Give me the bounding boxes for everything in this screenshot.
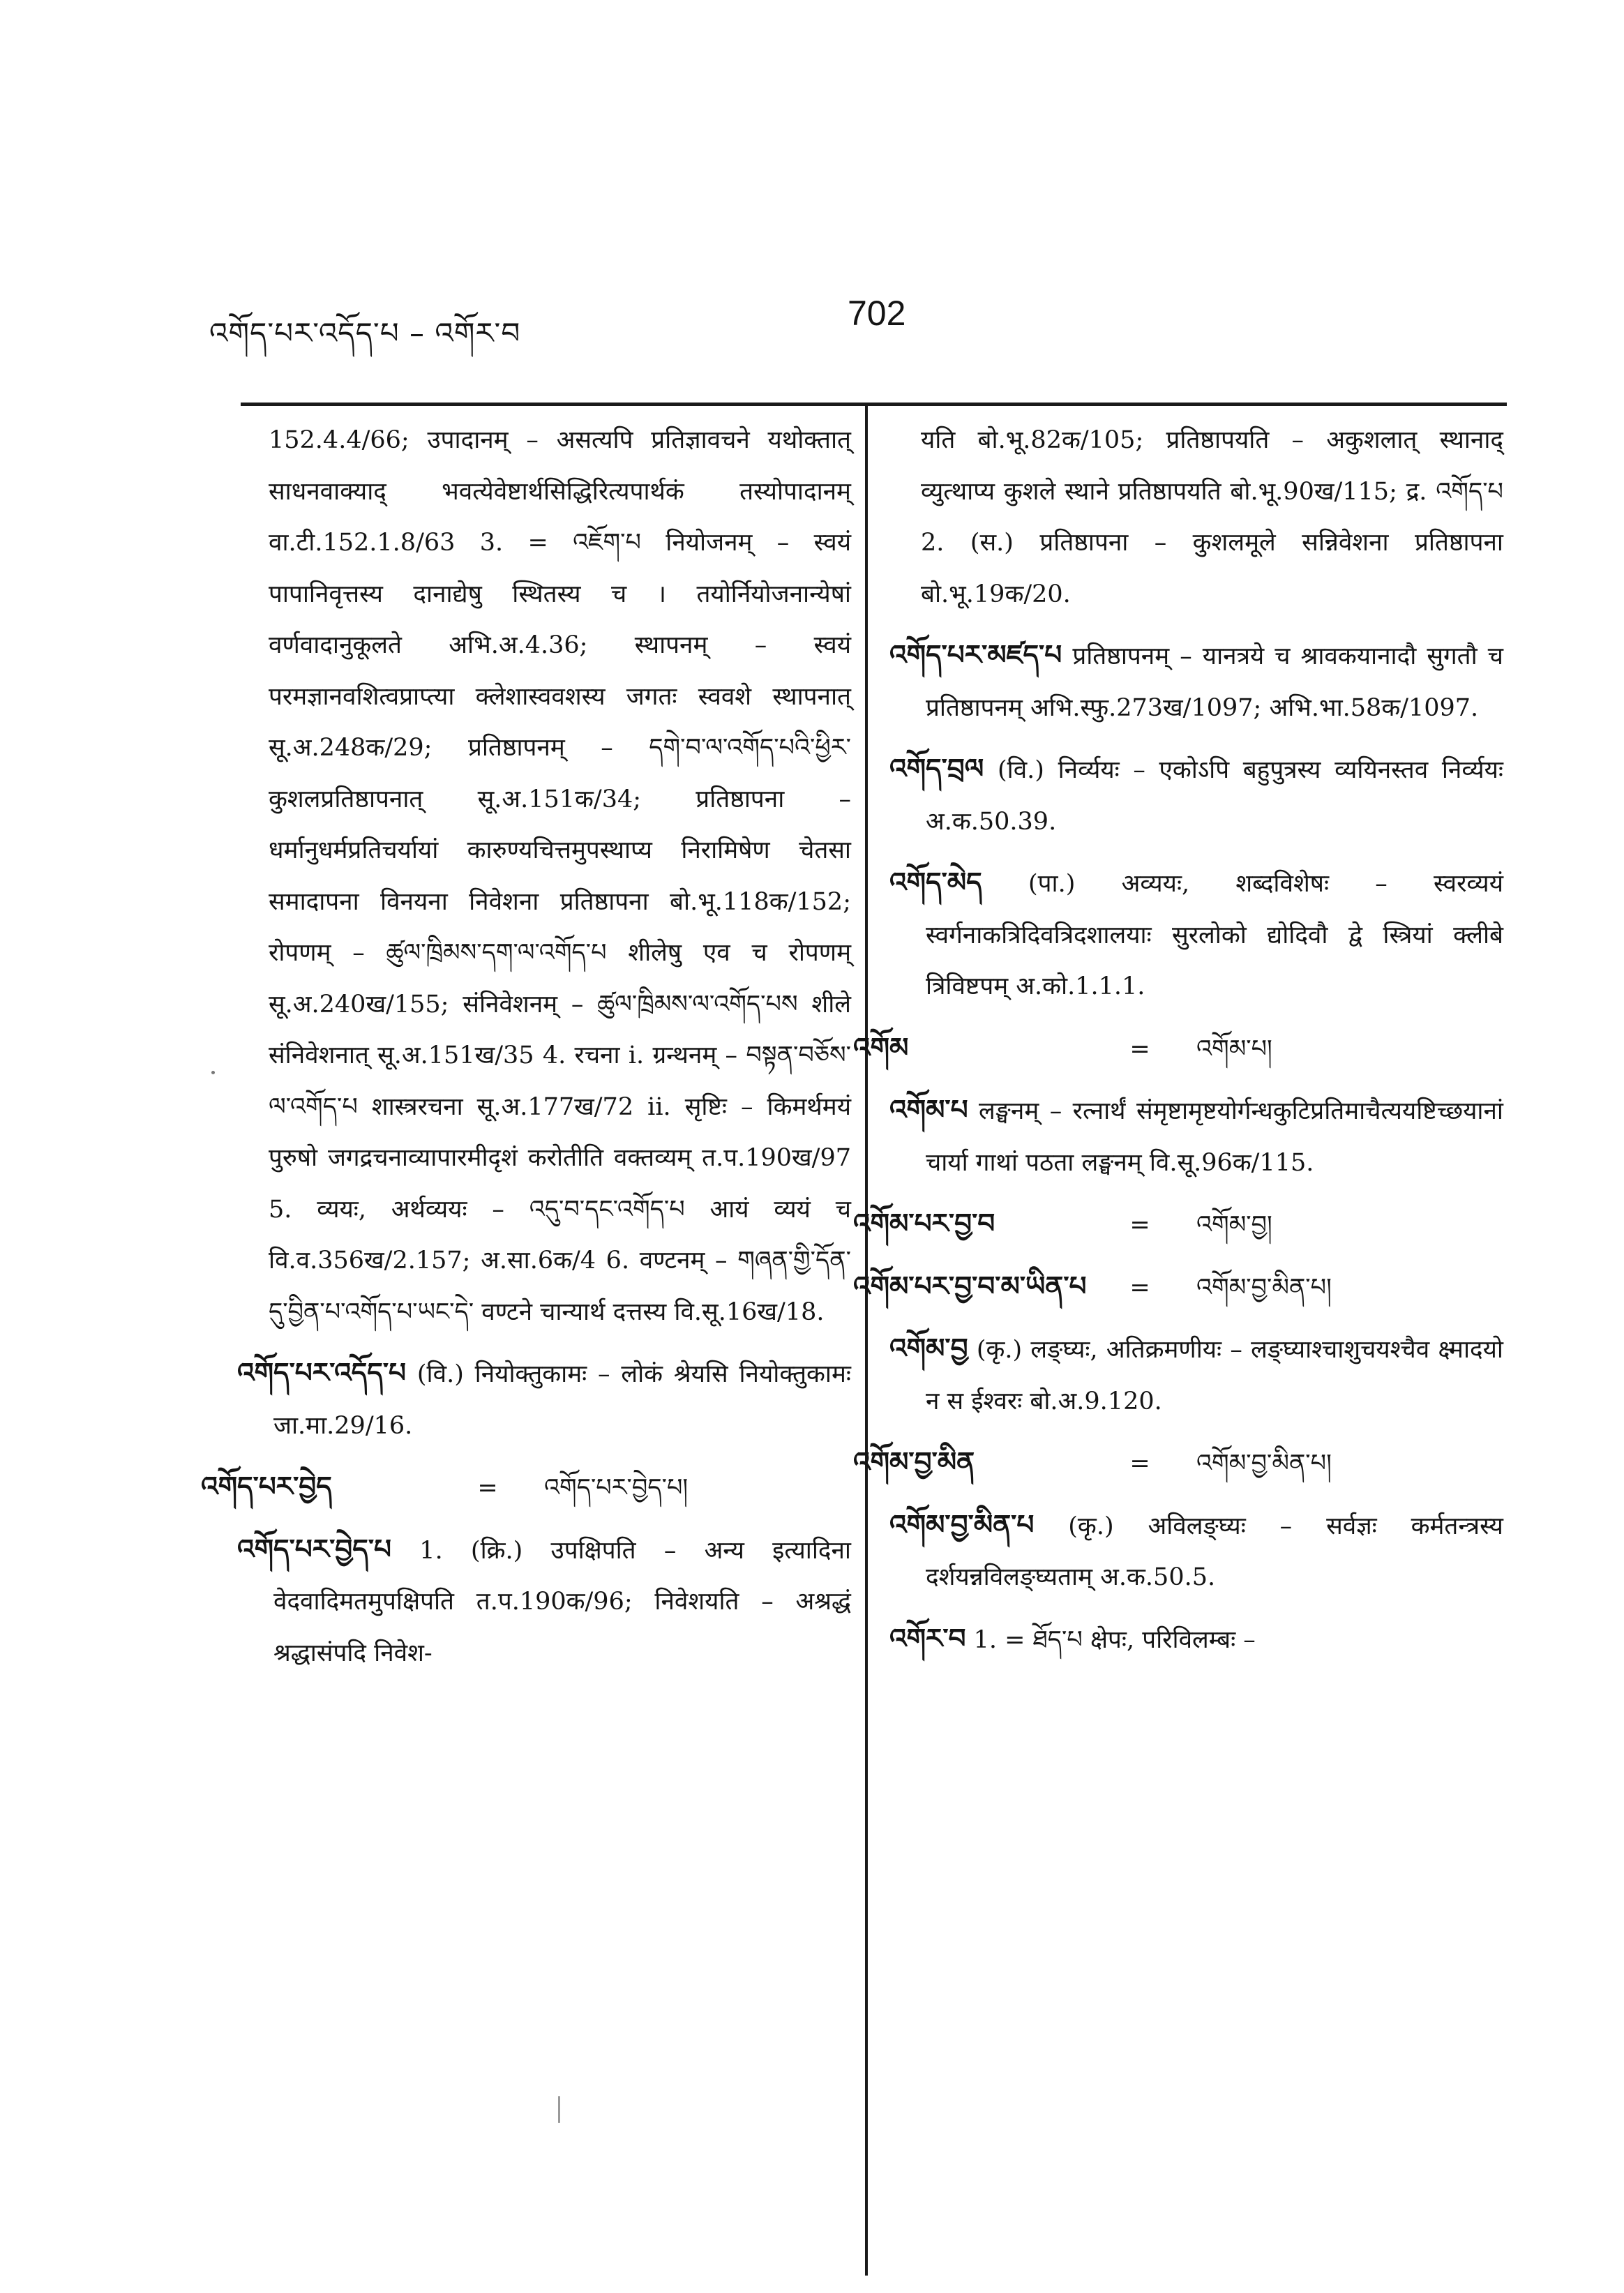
entry-text: (पा.) अव्ययः, शब्दविशेषः – स्वरव्ययं स्वर्गनाकत्रिदिवत्रिदशालयाः सुरलोको द्योदिवौ द्वे स्त्रियां क्लीबे त्रिविष्टपम् अ.को.1.1.1.: [926, 870, 1503, 1000]
cross-reference-target: འགོམ་བྱ།: [1196, 1211, 1272, 1239]
headword: འགོད་བྲལ: [889, 753, 984, 785]
cross-reference-target: འགོམ་བྱ་མིན་པ།: [1196, 1273, 1332, 1302]
headword: འགོད་མེད: [889, 866, 982, 899]
dictionary-entry: [237, 1524, 851, 1680]
dictionary-entry: [889, 1614, 1503, 1667]
headword: འགོད་པར་བྱེད: [201, 1471, 332, 1503]
dictionary-entry: [889, 630, 1503, 734]
entry-text: लङ्घनम् – रत्नार्थं संमृष्टामृष्टयोर्गन्धकुटिप्रतिमाचैत्ययष्टिच्छयानां चार्या गाथां पठता लङ्घनम् वि.सू.96क/115.: [926, 1097, 1503, 1177]
dictionary-entry: [889, 1085, 1503, 1189]
column-divider: [865, 406, 868, 2276]
scan-artifact-dot: [211, 1071, 215, 1074]
cross-reference-target: འགོམ་བྱ་མིན་པ།: [1196, 1450, 1332, 1478]
equals-sign: =: [477, 1474, 498, 1502]
headword: འགོད་པར་འདོད་པ: [237, 1357, 407, 1389]
headword: འགོད་པར་བྱེད་པ: [237, 1533, 392, 1565]
header-rule: [241, 403, 1507, 406]
dictionary-entry: [889, 857, 1503, 1013]
entry-text: (वि.) निर्व्ययः – एकोऽपि बहुपुत्रस्य व्ययिनस्तव निर्व्ययः अ.क.50.39.: [926, 756, 1503, 836]
headword: འགོམ་བྱ་མིན་པ: [889, 1508, 1035, 1541]
entry-text: (वि.) नियोक्तुकामः – लोकं श्रेयसि नियोक्तुकामः जा.मा.29/16.: [273, 1360, 851, 1440]
cross-reference-entry: [853, 1198, 1503, 1251]
entry-text: (कृ.) लङ्घ्यः, अतिक्रमणीयः – लङ्घ्याश्चाशुचयश्चैव क्ष्मादयो न स ईश्वरः बो.अ.9.120.: [926, 1336, 1503, 1415]
dictionary-entry: [889, 1500, 1503, 1604]
entry-text: 152.4.4/66; उपादानम् – असत्यपि प्रतिज्ञावचने यथोक्तात् साधनवाक्याद् भवत्येवेष्टार्थसिद्धिरित्यपार्थकं तस्योपादानम् वा.टी.152.1.8/63 3. = འཇོག་པ नियोजनम् – स्वयं पापानिवृत्तस्य दानाद्येषु स्थितस्य च । तयोर्नियोजनान्येषां वर्णवादानुकूलते अभि.अ.4.36; स्थापनम् – स्वयं परमज्ञानवशित्वप्राप्त्या क्लेशास्ववशस्य जगतः स्ववशे स्थापनात् सू.अ.248क/29; प्रतिष्ठापनम् – དགེ་བ་ལ་འགོད་པའི་ཕྱིར་ कुशलप्रतिष्ठापनात् सू.अ.151क/34; प्रतिष्ठापना – धर्मानुधर्मप्रतिचर्यायां कारुण्यचित्तमुपस्थाप्य निरामिषेण चेतसा समादापना विनयना निवेशना प्रतिष्ठापना बो.भू.118क/152; रोपणम् – ཚུལ་ཁྲིམས་དག་ལ་འགོད་པ शीलेषु एव च रोपणम् सू.अ.240ख/155; संनिवेशनम् – ཚུལ་ཁྲིམས་ལ་འགོད་པས शीले संनिवेशनात् सू.अ.151ख/35 4. रचना i. ग्रन्थनम् – བསྟན་བཅོས་ལ་འགོད་པ शास्त्ररचना सू.अ.177ख/72 ii. सृष्टिः – किमर्थमयं पुरुषो जगद्रचनाव्यापारमीदृशं करोतीति वक्तव्यम् त.प.190ख/97 5. व्ययः, अर्थव्ययः – འདུ་བ་དང་འགོད་པ आयं व्ययं च वि.व.356ख/2.157; अ.सा.6क/4 6. वण्टनम् – གཞན་གྱི་དོན་དུ་བྱིན་པ་འགོད་པ་ཡང་དེ་ वण्टने चान्यार्थ दत्तस्य वि.सू.16ख/18.: [269, 426, 851, 1326]
entry-text: यति बो.भू.82क/105; प्रतिष्ठापयति – अकुशलात् स्थानाद् व्युत्थाप्य कुशले स्थाने प्रतिष्ठापयति बो.भू.90ख/115; द्र. འགོད་པ 2. (स.) प्रतिष्ठापना – कुशलमूले सन्निवेशना प्रतिष्ठापना बो.भू.19क/20.: [921, 426, 1503, 608]
scan-artifact-line: [558, 2096, 560, 2123]
headword: འགོར་བ: [889, 1622, 966, 1655]
continued-entry: [237, 415, 851, 1338]
equals-sign: =: [1129, 1273, 1150, 1302]
entry-text: 1. (क्रि.) उपक्षिपति – अन्य इत्यादिना वेदवादिमतमुपक्षिपति त.प.190क/96; निवेशयति – अश्रद्धं श्रद्धासंपदि निवेश-: [273, 1536, 851, 1667]
page-number: 702: [848, 294, 906, 333]
cross-reference-target: འགོམ་པ།: [1196, 1035, 1272, 1063]
headword: འགོམ་པ: [889, 1094, 968, 1126]
entry-text: 1. = ཐོད་པ क्षेपः, परिविलम्बः –: [973, 1625, 1256, 1654]
headword: འགོམ་པར་བྱ་བ: [853, 1208, 995, 1240]
cross-reference-entry: [853, 1261, 1503, 1314]
cross-reference-entry: [853, 1023, 1503, 1076]
headword: འགོམ་བྱ: [889, 1332, 968, 1364]
cross-reference-target: འགོད་པར་བྱེད་པ།: [544, 1474, 689, 1502]
entry-text: (कृ.) अविलङ्घ्यः – सर्वज्ञः कर्मतन्त्रस्य दर्शयन्नविलङ्घ्यताम् अ.क.50.5.: [926, 1512, 1503, 1591]
dictionary-entry: [889, 1323, 1503, 1427]
headword: འགོད་པར་མཛད་པ: [889, 639, 1062, 671]
right-column: [853, 415, 1503, 1666]
cross-reference-entry: [201, 1461, 851, 1514]
headword: འགོམ་པར་བྱ་བ་མ་ཡིན་པ: [853, 1270, 1087, 1302]
continued-entry: [889, 415, 1503, 620]
left-column: [201, 415, 851, 1679]
equals-sign: =: [1129, 1450, 1150, 1478]
running-head: འགོད་པར་འདོད་པ – འགོར་བ: [209, 316, 521, 350]
equals-sign: =: [1129, 1211, 1150, 1239]
equals-sign: =: [1129, 1035, 1150, 1063]
dictionary-entry: [889, 744, 1503, 848]
headword: འགོམ་བྱ་མིན: [853, 1446, 975, 1478]
dictionary-entry: [237, 1348, 851, 1452]
headword: འགོམ: [853, 1031, 909, 1064]
cross-reference-entry: [853, 1437, 1503, 1490]
entry-text: प्रतिष्ठापनम् – यानत्रये च श्रावकयानादौ सुगतौ च प्रतिष्ठापनम् अभि.स्फु.273ख/1097; अभि.भा.58क/1097.: [926, 642, 1503, 722]
